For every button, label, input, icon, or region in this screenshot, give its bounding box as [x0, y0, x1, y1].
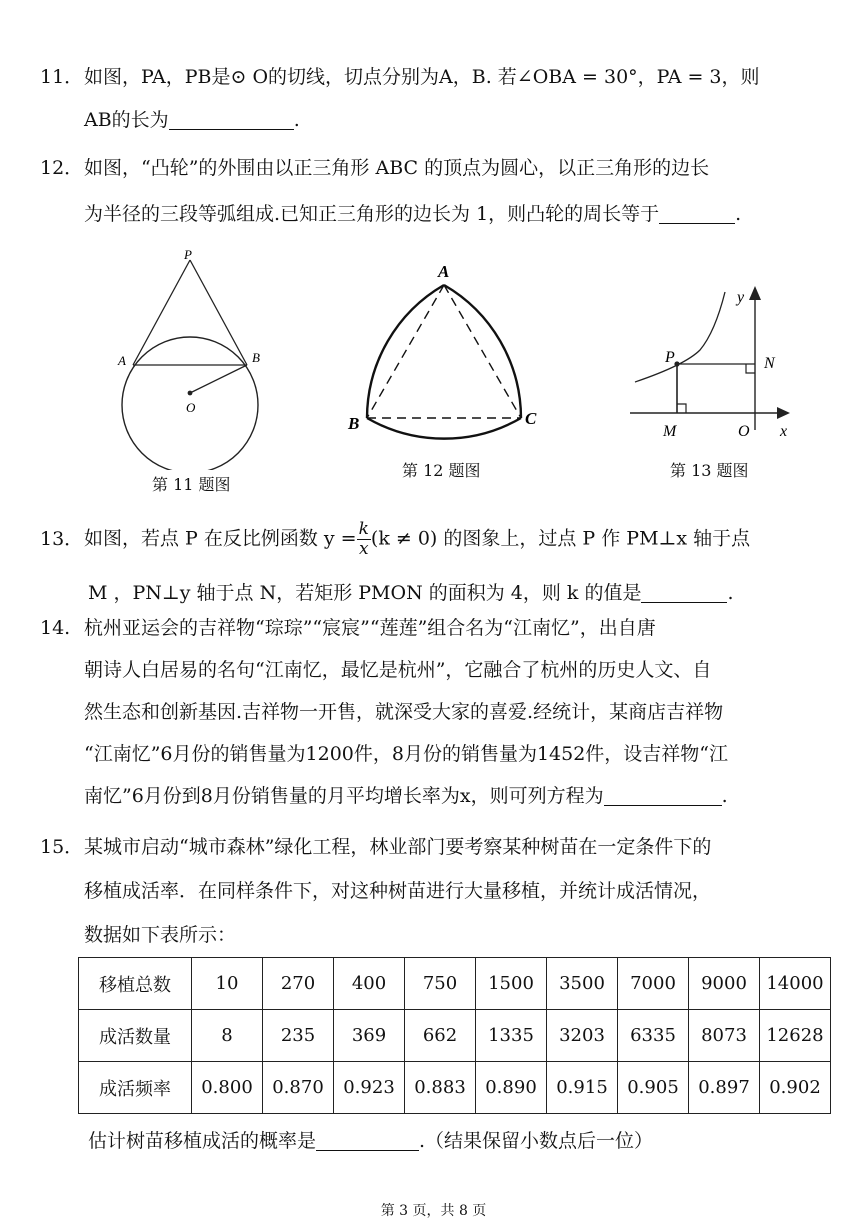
table-cell: 10 [192, 958, 263, 1010]
table-cell: 0.883 [405, 1062, 476, 1114]
table-row [79, 1010, 831, 1062]
table-cell: 1335 [476, 1010, 547, 1062]
table-cell: 9000 [689, 958, 760, 1010]
figure-13 [625, 280, 805, 450]
page-footer: 第 3 页，共 8 页 [380, 1203, 487, 1219]
table-cell: 12628 [760, 1010, 831, 1062]
answer-blank-12[interactable] [659, 205, 735, 224]
table-row-header: 成活频率 [79, 1062, 192, 1114]
table-cell: 369 [334, 1010, 405, 1062]
table-row [79, 1062, 831, 1114]
fig13-label-y: y [737, 289, 745, 306]
q14-line1: 14. 杭州亚运会的吉祥物“琮琮”“宸宸”“莲莲”组合名为“江南忆”，出自唐 [40, 617, 656, 639]
q15-line2: 移植成活率．在同样条件下，对这种树苗进行大量移植，并统计成活情况， [84, 880, 712, 902]
table-cell: 400 [334, 958, 405, 1010]
table-cell: 0.902 [760, 1062, 831, 1114]
fig11-label-a: A [118, 353, 126, 368]
fig13-label-o: O [738, 423, 750, 440]
q14-line3: 然生态和创新基因.吉祥物一开售，就深受大家的喜爱.经统计，某商店吉祥物 [84, 701, 724, 723]
table-cell: 0.890 [476, 1062, 547, 1114]
q14-line2: 朝诗人白居易的名句“江南忆，最忆是杭州”，它融合了杭州的历史人文、自 [84, 659, 712, 681]
table-cell: 6335 [618, 1010, 689, 1062]
table-cell: 8073 [689, 1010, 760, 1062]
table-cell: 8 [192, 1010, 263, 1062]
fig13-label-n: N [764, 355, 775, 372]
fig13-label-m: M [663, 423, 677, 440]
table-row [79, 958, 831, 1010]
table-cell: 3500 [547, 958, 618, 1010]
answer-blank-13[interactable] [641, 584, 727, 603]
q11-line2: AB的长为 . [84, 109, 300, 131]
fig11-label-b: B [252, 350, 260, 365]
q15-line1: 15．某城市启动“城市森林”绿化工程，林业部门要考察某种树苗在一定条件下的 [40, 836, 712, 858]
answer-blank-14[interactable] [604, 787, 722, 806]
fraction-k-over-x: $\frac{k}{x}$ [358, 519, 369, 559]
table-cell: 3203 [547, 1010, 618, 1062]
fig12-label-c: C [525, 409, 537, 428]
table-cell: 7000 [618, 958, 689, 1010]
fig12-caption: 第 12 题图 [402, 461, 481, 480]
table-cell: 0.800 [192, 1062, 263, 1114]
table-row-header: 成活数量 [79, 1010, 192, 1062]
fig12-label-b: B [348, 414, 360, 433]
answer-blank-11[interactable] [169, 111, 294, 130]
q13-line2: M ，PN⊥y 轴于点 N，若矩形 PMON 的面积为 4，则 k 的值是 . [88, 582, 734, 604]
fig13-label-x: x [780, 423, 788, 440]
fig12-label-a: A [438, 262, 450, 281]
table-cell: 750 [405, 958, 476, 1010]
fig11-label-o: O [186, 400, 196, 415]
fig11-label-p: P [184, 247, 192, 262]
survival-table [78, 957, 831, 1114]
q14-line5: 南忆”6月份到8月份销售量的月平均增长率为x，则可列方程为 . [84, 785, 728, 807]
table-cell: 0.923 [334, 1062, 405, 1114]
table-cell: 0.870 [263, 1062, 334, 1114]
answer-blank-15[interactable] [316, 1132, 419, 1151]
figure-11 [110, 245, 280, 470]
table-cell: 14000 [760, 958, 831, 1010]
q13-line1: 13．如图，若点 P 在反比例函数 y = $\frac{k}{x}$ (k ≠ 0) 的图象上，过点 P 作 PM⊥x 轴于点 [40, 519, 751, 559]
table-row-header: 移植总数 [79, 958, 192, 1010]
fig13-caption: 第 13 题图 [670, 461, 749, 480]
table-cell: 0.897 [689, 1062, 760, 1114]
table-cell: 0.905 [618, 1062, 689, 1114]
q12-line1: 12．如图，“凸轮”的外围由以正三角形 ABC 的顶点为圆心，以正三角形的边长 [40, 157, 710, 179]
q11-line1: 11．如图，PA，PB是⊙ O的切线，切点分别为A，B. 若∠OBA = 30°，PA = 3，则 [40, 66, 760, 88]
fig13-label-p: P [665, 349, 675, 366]
table-cell: 0.915 [547, 1062, 618, 1114]
q14-line4: “江南忆”6月份的销售量为1200件，8月份的销售量为1452件，设吉祥物“江 [84, 743, 729, 765]
table-cell: 1500 [476, 958, 547, 1010]
q15-after: 估计树苗移植成活的概率是 .（结果保留小数点后一位） [88, 1130, 654, 1152]
q15-line3: 数据如下表所示： [84, 924, 237, 946]
q12-line2: 为半径的三段等弧组成.已知正三角形的边长为 1，则凸轮的周长等于 . [84, 203, 742, 225]
table-cell: 662 [405, 1010, 476, 1062]
fig11-caption: 第 11 题图 [152, 475, 231, 494]
table-cell: 235 [263, 1010, 334, 1062]
figure-12 [340, 255, 550, 440]
table-cell: 270 [263, 958, 334, 1010]
